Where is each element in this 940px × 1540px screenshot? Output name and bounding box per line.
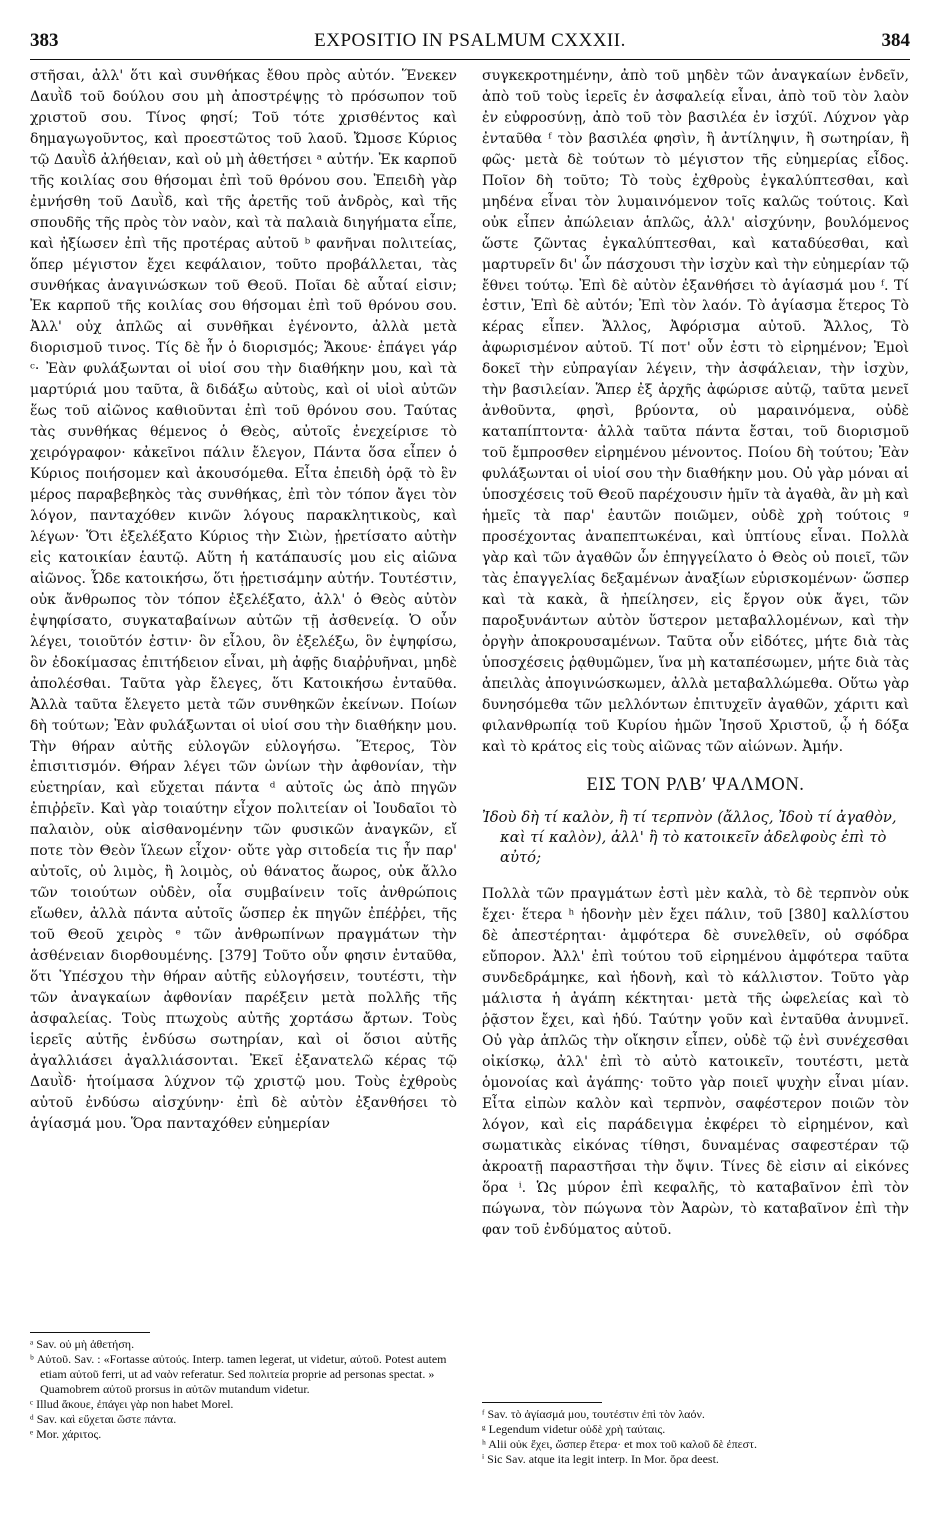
header-rule	[30, 59, 910, 60]
footnote-rule	[30, 1332, 150, 1333]
left-column-text: στῆσαι, ἀλλ' ὅτι καὶ συνθήκας ἔθου πρὸς αὐτόν. Ἕνεκεν Δαυῒδ τοῦ δούλου σου μὴ ἀποστρέψῃς τὸ πρόσωπον τοῦ χριστοῦ σου. Τίνος φησί; Τοῦ τότε χρισθέντος καὶ δημαγωγοῦντος, καὶ προεστῶτος τοῦ λαοῦ. Ὤμοσε Κύριος τῷ Δαυῒδ ἀλήθειαν, καὶ οὐ μὴ ἀθετήσει ᵃ αὐτήν. Ἐκ καρποῦ τῆς κοιλίας σου θήσομαι ἐπὶ τοῦ θρόνου σου. Ἐπειδὴ γὰρ ἐμνήσθη τοῦ Δαυῒδ, καὶ τῆς ἀρετῆς τοῦ ἀνδρὸς, καὶ τῆς σπουδῆς τῆς πρὸς τὸν ναὸν, καὶ τὰ παλαιὰ διηγήματα εἶπε, καὶ ἠξίωσεν ἐπὶ τῆς προτέρας αὐτοῦ ᵇ φανῆναι πολιτείας, ὅπερ μέγιστον ἔχει κεφάλαιον, τοῦτο προβάλλεται, τὰς συνθήκας ἀναγινώσκων τοῦ Θεοῦ. Ποῖαι δὲ αὗταί εἰσιν; Ἐκ καρποῦ τῆς κοιλίας σου θήσομαι ἐπὶ τοῦ θρόνου σου. Ἀλλ' οὐχ ἁπλῶς αἱ συνθῆκαι ἐγένοντο, ἀλλὰ μετὰ διορισμοῦ τινος. Τίς δὲ ἦν ὁ διορισμός; Ἄκουε· ἐπάγει γάρ ᶜ· Ἐὰν φυλάξωνται οἱ υἱοί σου τὴν διαθήκην μου, καὶ τὰ μαρτύριά μου ταῦτα, ἃ διδάξω αὐτοὺς, καὶ οἱ υἱοὶ αὐτῶν ἕως τοῦ αἰῶνος καθιοῦνται ἐπὶ τοῦ θρόνου σου. Ταύτας τὰς συνθήκας θέμενος ὁ Θεὸς, αὐτοῖς ἐνεχείρισε τὸ χειρόγραφον· κἀκεῖνοι πάλιν ἔλεγον, Πάντα ὅσα εἶπεν ὁ Κύριος ποιήσομεν καὶ ἀκουσόμεθα. Εἶτα ἐπειδὴ ὁρᾷ τὸ ἓν μέρος παραβεβηκὸς τὰς συνθήκας, ἐπὶ τὸν τόπον ἄγει τὸν λόγον, πανταχόθεν κινῶν λόγους παρακλητικοὺς, καὶ λέγων· Ὅτι ἐξελέξατο Κύριος τὴν Σιὼν, ᾑρετίσατο αὐτὴν εἰς κατοικίαν ἑαυτῷ. Αὕτη ἡ κατάπαυσίς μου εἰς αἰῶνα αἰῶνος. Ὧδε κατοικήσω, ὅτι ᾑρετισάμην αὐτήν. Τουτέστιν, οὐκ ἄνθρωπος τὸν τόπον ἐξελέξατο, ἀλλ' ὁ Θεὸς αὐτὸν ἐψηφίσατο, συγκαταβαίνων αὐτῶν τῇ ἀσθενείᾳ. Ὁ οὖν λέγει, τοιοῦτόν ἐστιν· ὃν εἶλου, ὃν ἐξελέξω, ὃν ἐψηφίσω, ὃν ἐδοκίμασας ἐπιτήδειον εἶναι, μὴ ἀφῇς διαῤῥυῆναι, μηδὲ ἀπολέσθαι. Ταῦτα γὰρ ἔλεγες, ὅτι Κατοικήσω ἐνταῦθα. Ἀλλὰ ταῦτα ἔλεγετο μετὰ τῶν συνθηκῶν ἐκείνων. Ποίων δὴ τούτων; Ἐὰν φυλάξωνται οἱ υἱοί σου τὴν διαθήκην μου. Τὴν θήραν αὐτῆς εὐλογῶν εὐλογήσω. Ἕτερος, Τὸν ἐπισιτισμόν. Θήραν λέγει τῶν ὠνίων τὴν ἀφθονίαν, τὴν εὐετηρίαν, καὶ εὔχεται πάντα ᵈ αὐτοῖς ὡς ἀπὸ πηγῶν ἐπιῤῥεῖν. Καὶ γὰρ τοιαύτην εἶχον πολιτείαν οἱ Ἰουδαῖοι τὸ παλαιὸν, οὐκ αἰσθανομένην τῶν φυσικῶν ἀναγκῶν, εἴ ποτε τὸν Θεὸν ἵλεων εἶχον· οὔτε γὰρ σιτοδεία τις ἦν παρ' αὐτοῖς, οὐ λιμὸς, ἢ λοιμὸς, οὐ θάνατος ἄωρος, οὐκ ἄλλο τῶν τοιούτων οὐδὲν, οἷα συμβαίνειν τοῖς ἀνθρώποις εἴωθεν, ἀλλὰ πάντα αὐτοῖς ὥσπερ ἐκ πηγῶν ἐπέῤῥει, τῆς τοῦ Θεοῦ χειρὸς ᵉ τῶν ἀνθρωπίνων πραγμάτων τὴν ἀσθένειαν διορθουμένης. [379] Τοῦτο οὖν φησιν ἐνταῦθα, ὅτι Ὑπέσχου τὴν θήραν αὐτῆς εὐλογήσειν, τουτέστι, τὴν τῶν ἀναγκαίων ἀφθονίαν παρέξειν μετὰ πολλῆς τῆς ἀσφαλείας. Τοὺς πτωχοὺς αὐτῆς χορτάσω ἄρτων. Τοὺς ἱερεῖς αὐτῆς ἐνδύσω σωτηρίαν, καὶ οἱ ὅσιοι αὐτῆς ἀγαλλιάσει ἀγαλλιάσονται. Ἐκεῖ ἐξανατελῶ κέρας τῷ Δαυῒδ· ἡτοίμασα λύχνον τῷ χριστῷ μου. Τοὺς ἐχθροὺς αὐτοῦ ἐνδύσω αἰσχύνην· ἐπὶ δὲ αὐτὸν ἐξανθήσει τὸ ἁγίασμά μου. Ὅρα πανταχόθεν εὐημερίαν	[30, 68, 457, 1132]
right-column	[482, 66, 909, 1241]
page-number-right: 384	[881, 30, 910, 51]
running-header	[30, 30, 910, 56]
page-number-left: 383	[30, 30, 59, 51]
right-column-text: συγκεκροτημένην, ἀπὸ τοῦ μηδὲν τῶν ἀναγκαίων ἐνδεῖν, ἀπὸ τοῦ τοὺς ἱερεῖς ἐν ἀσφαλείᾳ εἶναι, ἀπὸ τοῦ τὸν λαὸν ἐν εὐφροσύνῃ, ἀπὸ τοῦ τὸν βασιλέα ἐν ἰσχύϊ. Λύχνον γὰρ ἐνταῦθα ᶠ τὸν βασιλέα φησὶν, ἢ ἀντίληψιν, ἢ σωτηρίαν, ἢ φῶς· μετὰ δὲ τούτων τὸ μέγιστον τῆς εὐημερίας εἶδος. Ποῖον δὴ τοῦτο; Τὸ τοὺς ἐχθροὺς ἐγκαλύπτεσθαι, καὶ μηδένα εἶναι τὸν λυμαινόμενον τοῖς καλῶς τούτοις. Καὶ οὐκ εἶπεν ἀπώλειαν ἁπλῶς, ἀλλ' αἰσχύνην, βουλόμενος ὥστε ζῶντας ἐγκαλύπτεσθαι, καὶ καταδύεσθαι, καὶ μαρτυρεῖν δι' ὧν πάσχουσι τὴν ἰσχὺν καὶ τὴν εὐημερίαν τῷ ἔθνει τούτῳ. Ἐπὶ δὲ αὐτὸν ἐξανθήσει τὸ ἁγίασμά μου ᶠ. Τί ἐστιν, Ἐπὶ δὲ αὐτόν; Ἐπὶ τὸν λαόν. Τὸ ἁγίασμα ἕτερος Τὸ κέρας εἶπεν. Ἄλλος, Ἀφόρισμα αὐτοῦ. Ἄλλος, Τὸ ἀφωρισμένον αὐτοῦ. Τί ποτ' οὖν ἐστι τὸ εἰρημένον; Ἐμοὶ δοκεῖ τὴν εὐπραγίαν λέγειν, τὴν ἀσφάλειαν, τὴν ἰσχὺν, τὴν βασιλείαν. Ἅπερ ἐξ ἀρχῆς ἀφώρισε αὐτῷ, ταῦτα μενεῖ ἀνθοῦντα, φησὶ, βρύοντα, οὐ μαραινόμενα, οὐδὲ καταπίπτοντα· ἀλλὰ ταῦτα πάντα ἔσται, τοῦ διορισμοῦ τοῦ ἔμπροσθεν εἰρημένου μένοντος. Ποίου δὴ τούτου; Ἐὰν φυλάξωνται οἱ υἱοί σου τὴν διαθήκην μου. Οὐ γὰρ μόναι αἱ ὑποσχέσεις τοῦ Θεοῦ παρέχουσιν ἡμῖν τὰ ἀγαθὰ, ἂν μὴ καὶ ἡμεῖς τὰ παρ' ἑαυτῶν ποιῶμεν, οὐδὲ χρὴ τούτοις ᵍ προσέχοντας ἀναπεπτωκέναι, καὶ ὑπτίους εἶναι. Πολλὰ γὰρ καὶ τῶν ἀγαθῶν ὧν ἐπηγγείλατο ὁ Θεὸς οὐ ποιεῖ, τῶν τὰς ἐπαγγελίας δεξαμένων ἀναξίων εὑρισκομένων· ὥσπερ καὶ τὰ κακὰ, ἃ ἠπείλησεν, εἰς ἔργον οὐκ ἄγει, τῶν παροξυνάντων αὐτὸν ὕστερον μεταβαλλομένων, καὶ τὴν ὀργὴν ἀποκρουσαμένων. Ταῦτα οὖν εἰδότες, μήτε διὰ τὰς ὑποσχέσεις ῥᾳθυμῶμεν, ἵνα μὴ καταπέσωμεν, μήτε διὰ τὰς ἀπειλὰς ἀπογινώσκωμεν, ἀλλὰ μεταβαλλώμεθα. Οὕτω γὰρ δυνησόμεθα τῶν μελλόντων ἐπιτυχεῖν ἀγαθῶν, χάριτι καὶ φιλανθρωπίᾳ τοῦ Κυρίου ἡμῶν Ἰησοῦ Χριστοῦ, ᾧ ἡ δόξα καὶ τὸ κράτος εἰς τοὺς αἰῶνας τῶν αἰώνων. Ἀμήν.	[482, 68, 909, 755]
footnote-list-right	[482, 1407, 909, 1467]
left-column	[30, 66, 457, 1135]
psalm-verse: Ἰδοὺ δὴ τί καλὸν, ἢ τί τερπνὸν (ἄλλος, Ἰδοὺ τί ἀγαθὸν, καὶ τί καλὸν), ἀλλ' ἢ τὸ κατοικεῖν ἀδελφοὺς ἐπὶ τὸ αὐτό;	[482, 809, 897, 867]
footnote: ʰ Alii οὐκ ἔχει, ὥσπερ ἕτερα· et mox τοῦ καλοῦ δὲ ἐπεστ.	[482, 1437, 757, 1451]
footnotes-right	[482, 1402, 909, 1467]
running-title: EXPOSITIO IN PSALMUM CXXXII.	[314, 30, 626, 51]
footnote-list-left	[30, 1337, 457, 1442]
footnote: ᵉ Mor. χάριτος.	[30, 1427, 102, 1441]
footnote-rule	[482, 1402, 602, 1403]
footnote: ᶜ Illud ἄκουε, ἐπάγει γὰρ non habet Morel.	[30, 1397, 234, 1411]
footnotes-left	[30, 1332, 457, 1442]
footnote: ᵈ Sav. καὶ εὔχεται ὥστε πάντα.	[30, 1412, 177, 1426]
psalm-heading: ΕΙΣ ΤΟΝ ΡΛΒʹ ΨΑΛΜΟΝ.	[586, 775, 805, 796]
psalm-commentary: Πολλὰ τῶν πραγμάτων ἐστὶ μὲν καλὰ, τὸ δὲ τερπνὸν οὐκ ἔχει· ἕτερα ʰ ἡδονὴν μὲν ἔχει πάλιν, τοῦ [380] καλλίστου δὲ ἀπεστέρηται· ἀμφότερα δὲ συνελθεῖν, οὐ σφόδρα εὔπορον. Ἀλλ' ἐπὶ τούτου τοῦ εἰρημένου ἀμφότερα ταῦτα συνδεδράμηκε, καὶ ἡδονὴ, καὶ τὸ κάλλιστον. Τοῦτο γὰρ μάλιστα ἡ ἀγάπη κέκτηται· μετὰ τῆς ὠφελείας καὶ τὸ ῥᾷστον ἔχει, καὶ ἡδύ. Ταύτην γοῦν καὶ ἐνταῦθα ἀνυμνεῖ. Οὐ γὰρ ἁπλῶς τὴν οἴκησιν εἶπεν, οὐδὲ τῷ ἑνὶ συνέχεσθαι οἰκίσκῳ, ἀλλ' ἐπὶ τὸ αὐτὸ κατοικεῖν, τουτέστι, μετὰ ὁμονοίας καὶ ἀγάπης· τοῦτο γὰρ ποιεῖ ψυχὴν εἶναι μίαν. Εἶτα εἰπὼν καλὸν καὶ τερπνὸν, σαφέστερον ποιῶν τὸν λόγον, καὶ εἰς παράδειγμα ἐκφέρει τὸ εἰρημένον, καὶ σωματικὰς εἰκόνας τίθησι, δυναμένας σαφεστέραν τῷ ἀκροατῇ παραστῆσαι τὴν ὄψιν. Τίνες δὲ εἰσιν αἱ εἰκόνες ὅρα ⁱ. Ὡς μύρον ἐπὶ κεφαλῆς, τὸ καταβαῖνον ἐπὶ τὸν πώγωνα, τὸν πώγωνα τὸν Ἀαρὼν, τὸ καταβαῖνον ἐπὶ τὴν φαν τοῦ ἐνδύματος αὐτοῦ.	[482, 886, 909, 1238]
footnote: ᶠ Sav. τὸ ἁγίασμά μου, τουτέστιν ἐπὶ τὸν λαόν.	[482, 1407, 705, 1421]
footnote: ᵃ Sav. οὐ μὴ ἀθετήση.	[30, 1337, 135, 1351]
footnote: ⁱ Sic Sav. atque ita legit interp. In Mor. ὅρα deest.	[482, 1452, 719, 1466]
footnote: ᵍ Legendum videtur οὐδὲ χρὴ ταύταις.	[482, 1422, 666, 1436]
footnote: ᵇ Αὐτοῦ. Sav. : «Fortasse αὐτούς. Interp. tamen legerat, ut videtur, αὐτοῦ. Potest autem etiam αὐτοῦ ferri, ut ad ναὸν referatur. Sed πολιτεία proprie ad personas spectat. » Quamobrem αὐτοῦ prorsus in αὐτῶν mutandum videtur.	[30, 1352, 447, 1396]
